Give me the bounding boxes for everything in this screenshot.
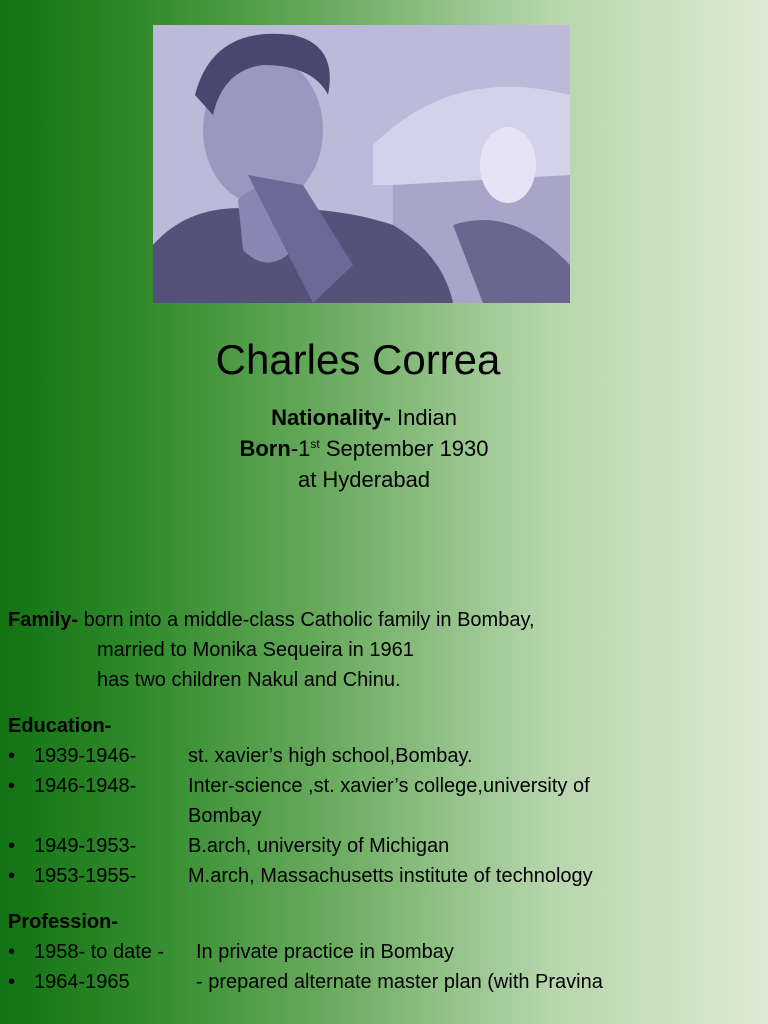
bullet: • xyxy=(8,775,16,797)
education-item xyxy=(8,771,758,801)
profession-years: 1958- to date - xyxy=(34,941,165,963)
portrait-photo xyxy=(153,25,570,303)
born-line xyxy=(0,433,728,464)
bio-header xyxy=(0,402,728,495)
family-row-2 xyxy=(8,665,758,695)
profession-years: 1964-1965 xyxy=(34,971,130,993)
profession-heading xyxy=(8,907,758,937)
profession-desc: - prepared alternate master plan (with Pravina xyxy=(196,971,603,993)
education-item-continued xyxy=(8,801,758,831)
born-prefix: -1 xyxy=(290,436,311,461)
born-sup: st xyxy=(310,437,320,451)
family-row-0 xyxy=(8,605,758,635)
bio-content xyxy=(8,605,758,997)
education-years: 1953-1955- xyxy=(34,865,137,887)
education-desc: Inter-science ,st. xavier’s college,university of xyxy=(188,775,590,797)
profession-item xyxy=(8,967,758,997)
family-label: Family- xyxy=(8,609,79,631)
bullet: • xyxy=(8,941,16,963)
born-place: at Hyderabad xyxy=(297,467,431,492)
born-label: Born xyxy=(239,436,291,461)
education-years: 1946-1948- xyxy=(34,775,137,797)
profession-item xyxy=(8,937,758,967)
education-desc: st. xavier’s high school,Bombay. xyxy=(188,745,473,767)
family-row-1 xyxy=(8,635,758,665)
education-desc: M.arch, Massachusetts institute of technology xyxy=(188,865,593,887)
education-years: 1949-1953- xyxy=(34,835,137,857)
bullet: • xyxy=(8,745,16,767)
education-label: Education- xyxy=(8,715,112,737)
education-years: 1939-1946- xyxy=(34,745,137,767)
bullet: • xyxy=(8,865,16,887)
bullet: • xyxy=(8,835,16,857)
bullet: • xyxy=(8,971,16,993)
family-line: has two children Nakul and Chinu. xyxy=(97,669,401,691)
family-line: married to Monika Sequeira in 1961 xyxy=(97,639,414,661)
education-heading xyxy=(8,711,758,741)
born-date: September 1930 xyxy=(325,436,489,461)
portrait-illustration xyxy=(153,25,570,303)
nationality-value: Indian xyxy=(396,405,457,430)
profession-label: Profession- xyxy=(8,911,119,933)
education-item xyxy=(8,831,758,861)
education-item xyxy=(8,741,758,771)
profession-desc: In private practice in Bombay xyxy=(196,941,454,963)
page-title: Charles Correa xyxy=(215,336,501,383)
nationality-line xyxy=(0,402,728,433)
family-line: born into a middle-class Catholic family in Bombay, xyxy=(83,609,535,631)
education-item xyxy=(8,861,758,891)
education-desc: B.arch, university of Michigan xyxy=(188,835,450,857)
education-desc: Bombay xyxy=(188,805,262,827)
nationality-label: Nationality- xyxy=(271,405,391,430)
